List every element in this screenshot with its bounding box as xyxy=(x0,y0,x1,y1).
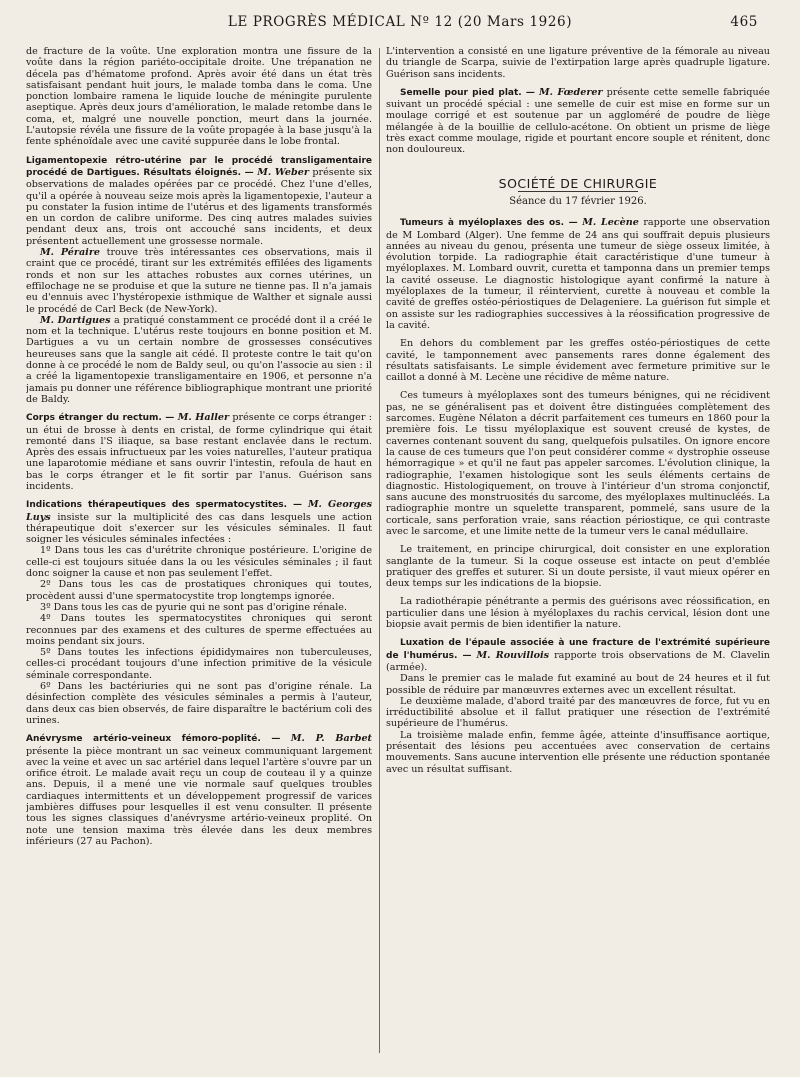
article-author: M. Fœderer xyxy=(539,86,603,98)
article-text: a pratiqué constamment ce procédé dont il a créé le nom et la technique. L'utérus reste toujours en bonne position et M. Dartigues a vu un certain nombre de grossesses consécutives heureuses sans que la sangle ait cédé. Il proteste contre le tait qu'on donne à ce procédé le nom de Baldy seul, ou qu'on l'associe au sien : il a créé la ligamentopexie transligamentaire en 1906, et personne n'a jamais pu donner une référence bibliographique montrant une priorité de Baldy. xyxy=(26,314,372,405)
article-paragraph xyxy=(386,217,770,331)
article-title: Anévrysme artério-veineux fémoro-poplité. — xyxy=(26,734,291,745)
column-divider xyxy=(379,48,380,1053)
article-paragraph xyxy=(26,412,372,492)
list-item: 3º Dans tous les cas de pyurie qui ne sont pas d'origine rénale. xyxy=(40,601,348,613)
heading-rule xyxy=(518,191,638,192)
running-title: LE PROGRÈS MÉDICAL Nº 12 (20 Mars 1926) xyxy=(227,14,573,30)
article-anevrysme xyxy=(26,733,372,847)
right-column xyxy=(386,46,770,1063)
article-paragraph: La radiothérapie pénétrante a permis des guérisons avec réossification, en particulier dans une lésion à myéloplaxes du rachis cervical, lésion dont une biopsie avait permis de bien identifier la nature. xyxy=(386,596,770,631)
article-paragraph: En dehors du comblement par les greffes ostéo-périostiques de cette cavité, le tamponnement avec pansements rares donne également des résultats satisfaisants. Le simple évidement avec fermeture primitive sur le caillot a donné à M. Lecène une récidive de même nature. xyxy=(386,338,770,384)
article-title: Corps étranger du rectum. — xyxy=(26,413,178,424)
article-text: rapporte trois observations de M. Clavelin (armée). xyxy=(386,649,770,673)
article-paragraph: Dans le premier cas le malade fut examiné au bout de 24 heures et il fut possible de réduire par manœuvres externes avec un excellent résultat. xyxy=(386,673,770,696)
article-paragraph xyxy=(26,733,372,847)
article-author: M. Haller xyxy=(177,412,230,424)
article-text: présente six observations de malades opérées par ce procédé. Chez l'une d'elles, qu'il a opérée à nouveau seize mois après la ligamentopexie, l'auteur a pu constater la fusion intime de l'utérus et des ligaments transformés en un cordon de calibre uniforme. Des cinq autres malades suivies pendant deux ans, trois ont accouché sans incidents, et deux présentent actuellement une grossesse normale. xyxy=(26,166,372,247)
article-paragraph xyxy=(26,247,372,315)
session-date: Séance du 17 février 1926. xyxy=(509,195,647,207)
list-item: 2º Dans tous les cas de prostatiques chroniques qui toutes, procèdent aussi d'une spermatocystite trop longtemps ignorée. xyxy=(26,579,372,602)
article-text: présente ce corps étranger : un étui de brosse à dents en cristal, de forme cylindrique qui était remonté dans l'S iliaque, sa base restant enclavée dans le rectum. Après des essais infructueux par les voies naturelles, l'auteur pratiqua une laparotomie médiane et sans ouvrir l'intestin, refoula de haut en bas le corps étranger et le fit sortir par l'anus. Guérison sans incidents. xyxy=(26,412,372,492)
article-title: Indications thérapeutiques des spermatocystites. — xyxy=(26,500,308,511)
article-author: M. Georges Luys xyxy=(26,499,372,523)
article-paragraph xyxy=(386,87,770,156)
article-text: rapporte une observation de M Lombard (Alger). Une femme de 24 ans qui souffrait depuis plusieurs années au niveau du genou, présenta une tumeur de siège osseux limitée, à évolution torpide. La radiographie était caractéristique d'une tumeur à myéloplaxes. M. Lombard ouvrit, curetta et tamponna dans un premier temps la cavité osseuse. Le diagnostic histologique ayant confirmé la nature à myéloplaxes de la tumeur, il réintervient, curette à nouveau et comble la cavité de greffes ostéo-périostiques de Delageniere. La guérison fut simple et on assiste sur les radiographies successives à la réossification progressive de la cavité. xyxy=(386,217,770,331)
article-spermatocystites xyxy=(26,499,372,726)
left-column xyxy=(26,46,372,1063)
article-author: M. Weber xyxy=(257,166,309,178)
article-corps-etranger xyxy=(26,412,372,492)
article-title: Tumeurs à myéloplaxes des os. — xyxy=(400,218,583,229)
article-semelle xyxy=(386,87,770,156)
list-item: 5º Dans toutes les infections épididymaires non tuberculeuses, celles-ci procédant toujours d'une infection primitive de la vésicule séminale correspondante. xyxy=(26,647,372,681)
discussant-name: M. Péraire xyxy=(40,247,100,259)
article-text: insiste sur la multiplicité des cas dans lesquels une action thérapeutique doit s'exercer sur les vésicules séminales. Il faut soigner les vésicules séminales infectées : xyxy=(26,511,372,546)
list-item: 1º Dans tous les cas d'urétrite chronique postérieure. L'origine de celle-ci est toujours située dans la ou les vésicules séminales ; il faut donc soigner la cause et non pas seulement l'effet. xyxy=(26,545,372,580)
continuation-text: de fracture de la voûte. Une exploration montra une fissure de la voûte dans la région pariéto-occipitale droite. Une trépanation ne décela pas d'hématome profond. Après avoir été dans un état très satisfaisant pendant huit jours, le malade tomba dans le coma. Une ponction lombaire ramena le liquide louche de méningite purulente aseptique. Après deux jours d'amélioration, le malade retombe dans le coma, et, malgré une nouvelle ponction, meurt dans la journée. L'autopsie révéla une fissure de la voûte propagée à la base jusqu'à la fente sphénoïdale avec une cavité suppurée dans le lobe frontal. xyxy=(26,46,372,148)
article-paragraph xyxy=(26,315,372,405)
article-author: M. P. Barbet xyxy=(290,733,372,745)
article-text: présente cette semelle fabriquée suivant un procédé spécial : une semelle de cuir est mise en forme sur un moulage corrigé et est soutenue par un aggloméré de poudre de liège mélangée à de la bouillie de cellulo-acétone. On obtient un prisme de liège très exact comme moulage, rigide et pourtant encore souple et rénitent, donc non douloureux. xyxy=(386,86,770,156)
article-myeloplaxes xyxy=(386,217,770,630)
article-title: Ligamentopexie rétro-utérine par le procédé transligamentaire procédé de Dartigues. Résultats éloignés. — xyxy=(26,155,372,178)
list-item: 4º Dans toutes les spermatocystites chroniques qui seront reconnues par des examens et des cultures de sperme effectuées au moins pendant six jours. xyxy=(26,613,372,647)
page-number: 465 xyxy=(730,14,758,30)
page-header xyxy=(0,14,800,38)
article-title: Semelle pour pied plat. — xyxy=(400,87,540,98)
article-text: présente la pièce montrant un sac veineux communiquant largement avec la veine et avec un sac artériel dans lequel l'artère s'ouvre par un orifice étroit. Le malade avait reçu un coup de couteau il y a quinze ans. Depuis, il a mené une vie normale sauf quelques troubles cardiaques intermittents et un développement progressif de varices jambières diffuses pour lesquelles il est venu consulter. Il présente tous les signes classiques d'anévrysme artério-veineux proplité. On note une tension maxima très élevée dans les deux membres inférieurs (27 au Pachon). xyxy=(26,745,372,847)
society-heading: SOCIÉTÉ DE CHIRURGIE xyxy=(498,175,658,191)
list-item: 6º Dans les bactériuries qui ne sont pas d'origine rénale. La désinfection complète des vésicules séminales a permis à l'auteur, dans deux cas bien observés, de faire disparaître le bactérium coli des urines. xyxy=(26,681,372,726)
article-paragraph xyxy=(26,155,372,247)
article-paragraph: Le traitement, en principe chirurgical, doit consister en une exploration sanglante de la tumeur. Si la coque osseuse est intacte on peut d'emblée pratiquer des greffes et suturer. Si un doute persiste, il vaut mieux opérer en deux temps sur les indications de la biopsie. xyxy=(386,544,770,590)
discussant-name: M. Dartigues xyxy=(40,314,111,326)
article-ligamentopexie xyxy=(26,155,372,406)
article-paragraph: Ces tumeurs à myéloplaxes sont des tumeurs bénignes, qui ne récidivent pas, ne se généralisent pas et doivent être distinguées complètement des sarcomes. Eugène Nélaton a décrit parfaitement ces tumeurs en 1860 pour la première fois. Le tissu myéloplaxique est souvent creusé de kystes, de cavernes contenant souvent du sang, quelquefois pulsatiles. On ignore encore la cause de ces tumeurs que l'on peut considérer comme « dystrophie osseuse hémorragique » et qu'il ne faut pas appeler sarcomes. L'évolution clinique, la radiographie, l'examen histologique sont les seuls éléments certains de diagnostic. Histologiquement, on trouve à l'intérieur d'un stroma conjonctif, sans aucune des monstruosités du sarcome, des myéloplaxes multinucléés. La radiographie montre un squelette transparent, pommelé, sans usure de la corticale, sans perforation vraie, sans réaction périostique, ce qui contraste avec le sarcome, et une limite nette de la tumeur vers le canal médullaire. xyxy=(386,390,770,537)
article-paragraph xyxy=(26,499,372,545)
article-author: M. Rouvillois xyxy=(476,649,550,661)
article-text: trouve très intéressantes ces observations, mais il craint que ce procédé, tirant sur les extrémités effilées des ligaments ronds et non sur les attaches robustes aux cornes utérines, un effilochage ne se produise et que la suture ne tienne pas. Il n'a jamais eu d'ennuis avec l'hystéropexie isthmique de Walther et signale aussi le procédé de Carl Beck (de New-York). xyxy=(26,247,372,315)
article-title: Luxation de l'épaule associée à une fracture de l'extrémité supérieure de l'humérus. — xyxy=(386,638,770,661)
article-author: M. Lecène xyxy=(582,217,639,229)
article-luxation xyxy=(386,637,770,775)
article-paragraph: La troisième malade enfin, femme âgée, atteinte d'insuffisance aortique, présentait des lésions peu accentuées avec conservation de certains mouvements. Sans aucune intervention elle présente une réduction spontanée avec un résultat suffisant. xyxy=(386,729,770,775)
continuation-text: L'intervention a consisté en une ligature préventive de la fémorale au niveau du triangle de Scarpa, suivie de l'extirpation large après quadruple ligature. Guérison sans incidents. xyxy=(386,46,770,80)
article-paragraph xyxy=(386,637,770,673)
article-paragraph: Le deuxième malade, d'abord traité par des manœuvres de force, fut vu en irréductibilité absolue et il fallut pratiquer une résection de l'extrémité supérieure de l'humérus. xyxy=(386,695,770,730)
